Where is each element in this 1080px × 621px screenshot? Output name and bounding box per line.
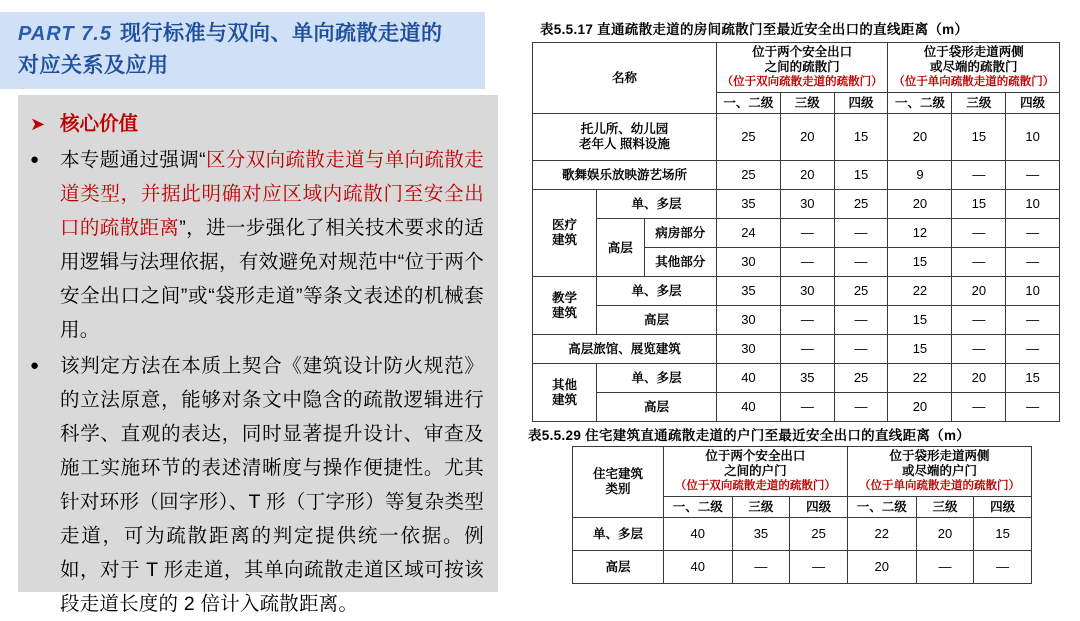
table-2-level-3: 四级 — [790, 497, 848, 518]
t2-group-a-red-note: （位于双向疏散走道的疏散门） — [674, 480, 836, 492]
cell-value: 15 — [888, 306, 952, 335]
table-2-level-4: 一、二级 — [847, 497, 916, 518]
content-panel — [18, 95, 498, 615]
table-1-header-row-1 — [533, 43, 1060, 93]
cell-value: 40 — [663, 518, 732, 551]
cell-value: — — [952, 161, 1006, 190]
table-2-header-row-1 — [573, 447, 1032, 497]
table-2-caption: 表5.5.29 住宅建筑直通疏散走道的户门至最近安全出口的直线距离（m） — [528, 428, 971, 443]
table-2-name-header — [573, 447, 664, 518]
table-2-level-5: 三级 — [916, 497, 974, 518]
cell-value: 20 — [780, 161, 834, 190]
table-row — [573, 551, 1032, 584]
table-2-group-a-header — [663, 447, 847, 497]
cell-value: 35 — [780, 364, 834, 393]
cell-value: — — [834, 248, 888, 277]
cell-value: 35 — [716, 190, 780, 219]
cell-value: 15 — [888, 335, 952, 364]
table-1-group-a-header — [716, 43, 888, 93]
t2-group-b-line-1: 位于袋形走道两侧 — [889, 449, 990, 463]
cell-value: 24 — [716, 219, 780, 248]
cell-value: 25 — [716, 114, 780, 161]
other-line-2: 建筑 — [552, 392, 578, 407]
cell-value: — — [834, 393, 888, 422]
cell-value: — — [780, 248, 834, 277]
table-1-level-2: 三级 — [780, 93, 834, 114]
cell-value: 20 — [888, 114, 952, 161]
cell-value: 40 — [663, 551, 732, 584]
group-a-line-1: 位于两个安全出口 — [752, 45, 853, 59]
bullet-item-1 — [30, 143, 484, 347]
cell-value: 15 — [974, 518, 1032, 551]
cell-value: — — [780, 306, 834, 335]
table-row — [573, 518, 1032, 551]
table-row — [533, 306, 1060, 335]
cell-value: — — [952, 248, 1006, 277]
row-label-entertainment: 歌舞娱乐放映游艺场所 — [533, 161, 717, 190]
table-2-wrapper — [572, 446, 1032, 584]
cell-value: 35 — [732, 518, 790, 551]
row-label-hotel-exhibition: 高层旅馆、展览建筑 — [533, 335, 717, 364]
group-b-red-note: （位于单向疏散走道的疏散门） — [893, 76, 1055, 88]
table-1-level-3: 四级 — [834, 93, 888, 114]
cell-value: 10 — [1006, 190, 1060, 219]
cell-value: 30 — [716, 306, 780, 335]
table-row — [533, 335, 1060, 364]
cell-value: — — [780, 393, 834, 422]
t2-group-b-line-2: 或尽端的户门 — [901, 464, 977, 478]
cell-value: 20 — [888, 190, 952, 219]
table-1-name-header: 名称 — [533, 43, 717, 114]
table-1-wrapper — [532, 42, 1060, 422]
row-label-residential-lowrise: 单、多层 — [573, 518, 664, 551]
cell-value: 30 — [780, 277, 834, 306]
cell-value: — — [952, 393, 1006, 422]
cell-value: 9 — [888, 161, 952, 190]
cell-value: 30 — [716, 248, 780, 277]
table-row — [533, 393, 1060, 422]
cell-value: — — [780, 219, 834, 248]
row-group-medical — [533, 190, 597, 277]
table-2-group-b-header — [847, 447, 1031, 497]
slide-title-banner — [0, 12, 485, 89]
evacuation-distance-table-residential — [572, 446, 1032, 584]
nursery-line-1: 托儿所、幼儿园 — [580, 122, 669, 136]
nursery-line-2: 老年人 照料设施 — [578, 137, 670, 151]
cell-value: 30 — [780, 190, 834, 219]
bullet-text-1 — [60, 143, 484, 347]
row-label-other-part: 其他部分 — [644, 248, 716, 277]
row-sub-medical-highrise: 高层 — [597, 219, 645, 277]
table-row — [533, 190, 1060, 219]
table-2-level-6: 四级 — [974, 497, 1032, 518]
dot-bullet-icon-1: ● — [30, 151, 40, 168]
residential-header-line-1: 住宅建筑 — [592, 467, 643, 481]
table-1-caption: 表5.5.17 直通疏散走道的房间疏散门至最近安全出口的直线距离（m） — [540, 22, 969, 37]
cell-value: 25 — [834, 364, 888, 393]
cell-value: 40 — [716, 393, 780, 422]
medical-line-2: 建筑 — [552, 233, 578, 247]
bullet-1-highlight: 区分双向疏散走道与单向疏散走道类型，并据此明确对应区域内疏散门至安全出口的疏散距离 — [60, 149, 484, 239]
row-label-residential-highrise: 高层 — [573, 551, 664, 584]
cell-value: 40 — [716, 364, 780, 393]
cell-value: 25 — [790, 518, 848, 551]
cell-value: — — [732, 551, 790, 584]
slide-title-line-1 — [18, 18, 475, 50]
cell-value: — — [834, 335, 888, 364]
t2-group-b-red-note: （位于单向疏散走道的疏散门） — [858, 480, 1020, 492]
bullet-1-seg-2: ”，进一步强化了相关技术要求的适用逻辑与法理依据，有效避免对规范中“位于两个安全出口之间”或“袋形走道”等条文表述的机械套用。 — [60, 217, 484, 341]
t2-group-a-line-2: 之间的户门 — [724, 464, 787, 478]
core-value-heading-row — [30, 107, 484, 141]
cell-value: 25 — [834, 190, 888, 219]
row-label-ward: 病房部分 — [644, 219, 716, 248]
table-row — [533, 114, 1060, 161]
table-2-level-1: 一、二级 — [663, 497, 732, 518]
cell-value: 15 — [834, 161, 888, 190]
cell-value: — — [834, 219, 888, 248]
part-label: PART 7.5 — [18, 23, 112, 45]
row-label-teaching-highrise: 高层 — [597, 306, 717, 335]
cell-value: 22 — [888, 277, 952, 306]
group-b-line-2: 或尽端的疏散门 — [929, 60, 1018, 74]
row-label-other-highrise: 高层 — [597, 393, 717, 422]
cell-value: 10 — [1006, 114, 1060, 161]
bullet-text-2: 该判定方法在本质上契合《建筑设计防火规范》的立法原意，能够对条文中隐含的疏散逻辑进行科学、直观的表达，同时显著提升设计、审查及施工实施环节的表述清晰度与操作便捷性。尤其针对环形（回字形）、T 形（丁字形）等复杂类型走道，可为疏散距离的判定提供统一依据。例如，对于 T 形走道，其单向疏散走道区域可按该段走道长度的 2 倍计入疏散距离。 — [60, 355, 484, 615]
cell-value: 20 — [952, 364, 1006, 393]
cell-value: 22 — [847, 518, 916, 551]
cell-value: 35 — [716, 277, 780, 306]
table-2-level-2: 三级 — [732, 497, 790, 518]
cell-value: 10 — [1006, 277, 1060, 306]
cell-value: — — [916, 551, 974, 584]
teaching-line-2: 建筑 — [552, 305, 578, 320]
bullet-item-2 — [30, 349, 484, 621]
row-label-medical-lowrise: 单、多层 — [597, 190, 717, 219]
cell-value: — — [1006, 248, 1060, 277]
residential-header-line-2: 类别 — [605, 482, 631, 496]
cell-value: — — [952, 306, 1006, 335]
table-1-group-b-header — [888, 43, 1060, 93]
cell-value: 15 — [952, 114, 1006, 161]
t2-group-a-line-1: 位于两个安全出口 — [705, 449, 806, 463]
bullet-1-seg-1: 本专题通过强调“ — [60, 149, 206, 171]
cell-value: — — [1006, 306, 1060, 335]
cell-value: 22 — [888, 364, 952, 393]
cell-value: 20 — [847, 551, 916, 584]
cell-value: 20 — [888, 393, 952, 422]
cell-value: — — [952, 219, 1006, 248]
cell-value: 25 — [834, 277, 888, 306]
cell-value: 15 — [952, 190, 1006, 219]
cell-value: 15 — [888, 248, 952, 277]
table-row — [533, 364, 1060, 393]
cell-value: — — [974, 551, 1032, 584]
right-tables-column — [520, 0, 1080, 607]
table-row — [533, 277, 1060, 306]
table-row — [533, 219, 1060, 248]
cell-value: — — [1006, 335, 1060, 364]
table-1-level-5: 三级 — [952, 93, 1006, 114]
left-content-column — [0, 0, 512, 615]
cell-value: 30 — [716, 335, 780, 364]
row-label-teaching-lowrise: 单、多层 — [597, 277, 717, 306]
cell-value: — — [1006, 219, 1060, 248]
dot-bullet-icon-2: ● — [30, 357, 40, 374]
teaching-line-1: 教学 — [552, 290, 578, 305]
cell-value: 15 — [1006, 364, 1060, 393]
row-label-nursery — [533, 114, 717, 161]
cell-value: — — [952, 335, 1006, 364]
table-1-level-6: 四级 — [1006, 93, 1060, 114]
cell-value: 20 — [916, 518, 974, 551]
cell-value: 20 — [952, 277, 1006, 306]
cell-value: 20 — [780, 114, 834, 161]
cell-value: 25 — [716, 161, 780, 190]
cell-value: — — [790, 551, 848, 584]
row-group-teaching — [533, 277, 597, 335]
table-1-level-4: 一、二级 — [888, 93, 952, 114]
table-1-level-1: 一、二级 — [716, 93, 780, 114]
cell-value: 12 — [888, 219, 952, 248]
arrow-bullet-icon: ➤ — [30, 114, 46, 134]
slide-title-line-2: 对应关系及应用 — [18, 54, 169, 77]
row-group-other — [533, 364, 597, 422]
cell-value: 15 — [834, 114, 888, 161]
cell-value: — — [834, 306, 888, 335]
row-label-other-lowrise: 单、多层 — [597, 364, 717, 393]
group-b-line-1: 位于袋形走道两侧 — [923, 45, 1024, 59]
evacuation-distance-table-rooms — [532, 42, 1060, 422]
medical-line-1: 医疗 — [552, 218, 578, 232]
core-value-heading: 核心价值 — [60, 113, 139, 135]
cell-value: — — [1006, 393, 1060, 422]
cell-value: — — [780, 335, 834, 364]
group-a-red-note: （位于双向疏散走道的疏散门） — [721, 76, 883, 88]
other-line-1: 其他 — [552, 377, 578, 392]
group-a-line-2: 之间的疏散门 — [764, 60, 840, 74]
cell-value: — — [1006, 161, 1060, 190]
table-row — [533, 161, 1060, 190]
slide-title-text-1: 现行标准与双向、单向疏散走道的 — [119, 22, 443, 45]
